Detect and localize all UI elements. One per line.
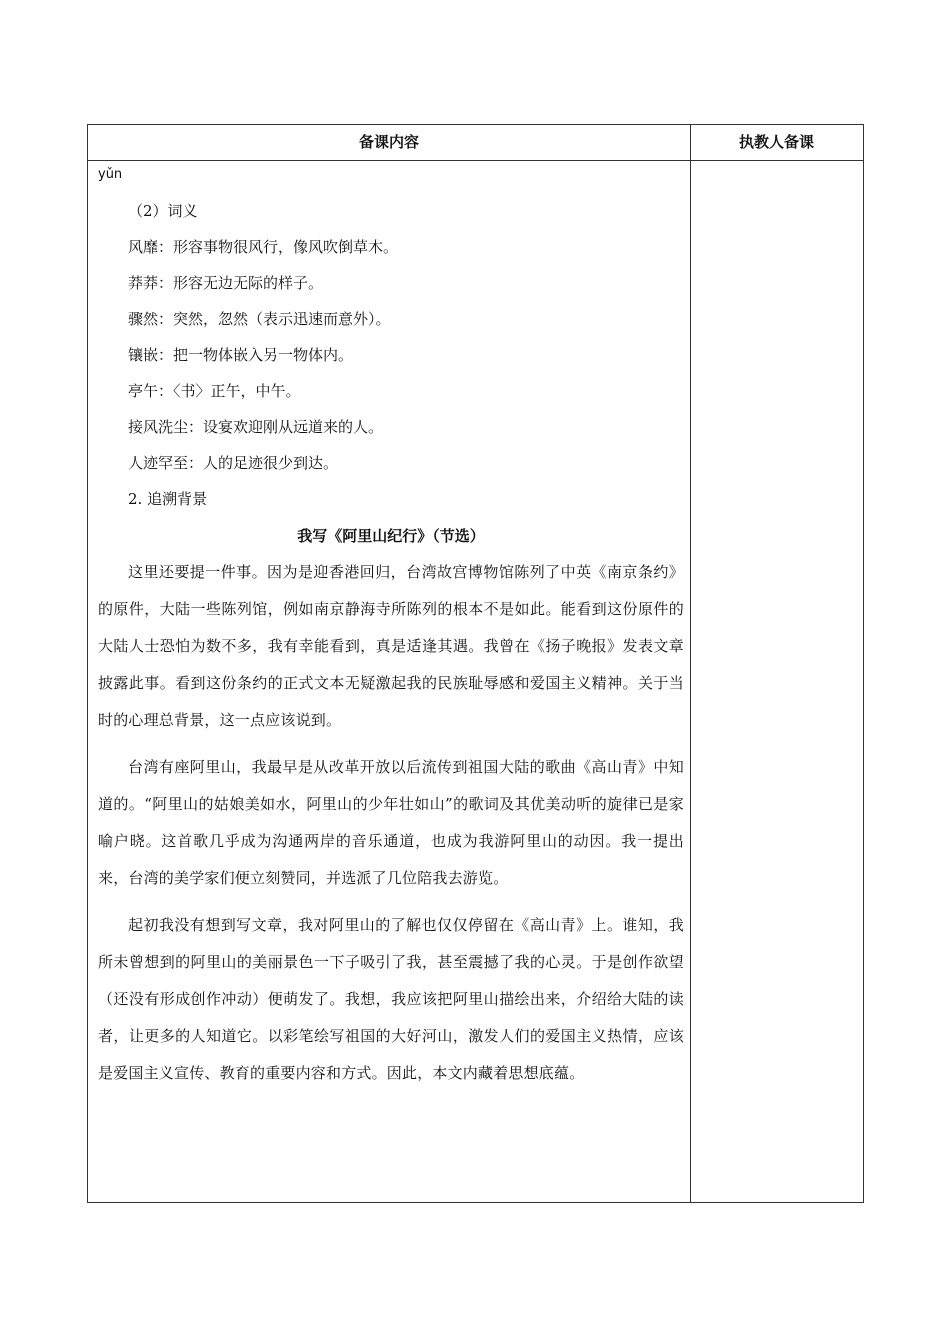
article-title: 我写《阿里山纪行》（节选）: [297, 527, 485, 545]
vocab-item: 镶嵌：把一物体嵌入另一物体内。: [128, 346, 354, 364]
vocab-heading: （2）词义: [128, 202, 198, 220]
header-teacher-notes: 执教人备课: [690, 125, 863, 161]
vocab-item: 莽莽：形容无边无际的样子。: [128, 274, 324, 292]
vocab-item: 亭午：〈书〉正午，中午。: [128, 382, 301, 400]
teacher-notes-cell: [691, 161, 863, 1202]
article-paragraph: 台湾有座阿里山，我最早是从改革开放以后流传到祖国大陆的歌曲《高山青》中知道的。“阿里山的姑娘美如水，阿里山的少年壮如山”的歌词及其优美动听的旋律已是家喻户晓。这首歌几乎成为沟通两岸的音乐通道，也成为我游阿里山的动因。我一提出来，台湾的美学家们便立刻赞同，并选派了几位陪我去游览。: [98, 758, 684, 887]
pinyin-annotation: yǔn: [98, 167, 123, 182]
vocab-item: 骤然：突然，忽然（表示迅速而意外）。: [128, 310, 391, 328]
article-paragraph: 起初我没有想到写文章，我对阿里山的了解也仅仅停留在《高山青》上。谁知，我所未曾想到的阿里山的美丽景色一下子吸引了我，甚至震撼了我的心灵。于是创作欲望（还没有形成创作冲动）便萌发了。我想，我应该把阿里山描绘出来，介绍给大陆的读者，让更多的人知道它。以彩笔绘写祖国的大好河山，激发人们的爱国主义热情，应该是爱国主义宣传、教育的重要内容和方式。因此，本文内藏着思想底蕴。: [98, 916, 684, 1082]
lesson-content-cell: [98, 161, 684, 1092]
section-heading: 2. 追溯背景: [128, 490, 208, 508]
header-lesson-content: 备课内容: [88, 125, 690, 161]
vocab-item: 接风洗尘：设宴欢迎刚从远道来的人。: [128, 418, 384, 436]
vocab-item: 人迹罕至：人的足迹很少到达。: [128, 454, 339, 472]
article-paragraph: 这里还要提一件事。因为是迎香港回归，台湾故宫博物馆陈列了中英《南京条约》的原件，大陆一些陈列馆，例如南京静海寺所陈列的根本不是如此。能看到这份原件的大陆人士恐怕为数不多，我有幸能看到，真是适逢其遇。我曾在《扬子晚报》发表文章披露此事。看到这份条约的正式文本无疑激起我的民族耻辱感和爱国主义精神。关于当时的心理总背景，这一点应该说到。: [98, 563, 684, 729]
lesson-plan-table: [87, 124, 864, 1203]
vocab-item: 风靡：形容事物很风行，像风吹倒草木。: [128, 238, 399, 256]
